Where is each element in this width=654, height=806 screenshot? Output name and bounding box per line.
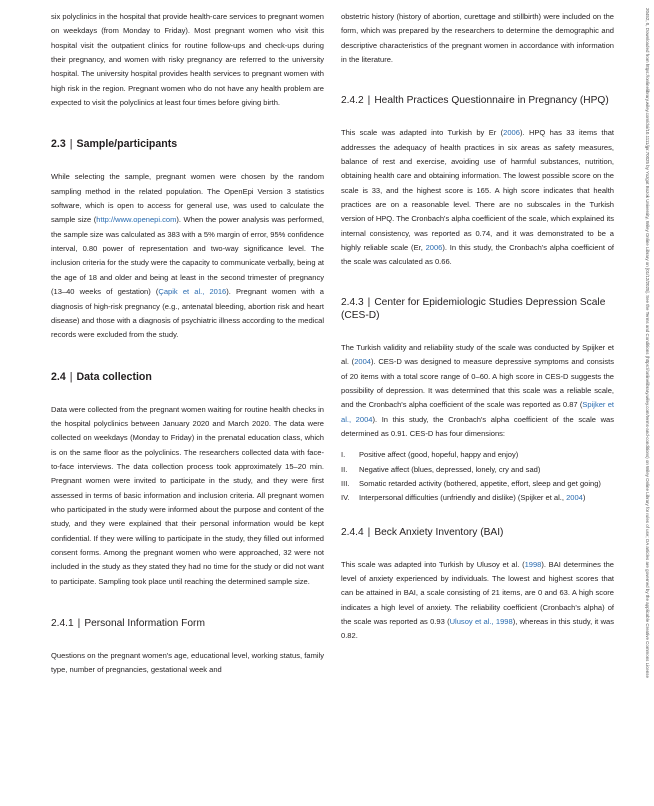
- download-notice-text: 20452, 0, Downloaded from https://onlinelibrary.wiley.com/doi/10.1111/jpr.70025 by Yozgat Bozok University, Wiley Online Library on [01/12/2025]. See the Terms and Conditions (https://onlinelibrary.wiley.com/terms-and-conditions) on Wiley Online Library for rules of use; OA articles are governed by the applicable Creative Commons License: [645, 8, 650, 678]
- citation-spijker-2004-b[interactable]: Spijker et al., 2004: [341, 400, 614, 424]
- citation-er-2006-b[interactable]: 2006: [425, 243, 443, 253]
- citation-ulusoy-1998[interactable]: 1998: [524, 559, 542, 569]
- citation-ulusoy-1998-b[interactable]: Ulusoy et al., 1998: [449, 616, 513, 626]
- citation-capik[interactable]: Çapik et al., 2016: [158, 287, 227, 297]
- left-column: [51, 10, 324, 678]
- subsection-heading-2-4-3: 2.4.3 | Center for Epidemiologic Studies Depression Scale (CES-D): [341, 296, 606, 321]
- hpq-paragraph: This scale was adapted into Turkish by Er (2006). HPQ has 33 items that addresses the adequacy of health practices in six areas as safety measures, balance of rest and exercise, avoiding use of harmful substances, nutrition, obtaining health care and obtaining information. The lowest possible score on the scale is 33, and the highest score is 165. A high score indicates that health practices are on a reasonable level. There are no subscales in the Turkish version of HPQ. The Cronbach's alpha coefficient of the scale, which explained its internal consistency, was reported as 0.74, and it was demonstrated to be a highly reliable scale (Er, 2006). In this study, the Cronbach's alpha coefficient of the scale was calculated as 0.66.: [341, 128, 615, 267]
- list-item: IV. Interpersonal difficulties (unfriendly and dislike) (Spijker et al., 2004): [341, 493, 586, 503]
- citation-spijker-2004[interactable]: 2004: [354, 357, 371, 367]
- subsection-heading-2-4-1: 2.4.1 | Personal Information Form: [51, 618, 205, 629]
- bai-paragraph: This scale was adapted into Turkish by Ulusoy et al. (1998). BAI determines the level of anxiety experienced by individuals. The lowest and highest scores that can be attained in BAI, a scale consisting of 21 items, are 0 and 63. A high score indicates a high level of anxiety. The reliability coefficient (Cronbach's alpha) of the scale was reported as 0.93 (Ulusoy et al., 1998), whereas in this study, it was 0.82.: [341, 559, 614, 641]
- sample-paragraph: While selecting the sample, pregnant women were chosen by the random sampling method in the related population. The OpenEpi Version 3 statistics software, which is open to access for general use, was used to calculate the sample size (http://www.openepi.com). When the power analysis was performed, the sample size was calculated as 383 with a 5% margin of error, 95% confidence interval, 0.80 power of representation and two-way significance level. The inclusion criteria for the study were the capacity to communicate verbally, being at the age of 18 and older and being at least in the second trimester of pregnancy (13–40 weeks of gestation) (Çapik et al., 2016). Pregnant women with a diagnosis of high-risk pregnancy (e.g., antenatal bleeding, abortion risk and heart disease) and those with a diagnosis of psychiatric illness according to the medical records were excluded from the study.: [51, 172, 324, 340]
- citation-spijker-2004-c[interactable]: 2004: [566, 493, 583, 503]
- left-intro-paragraph: six polyclinics in the hospital that provide health-care services to pregnant women on weekdays (from Monday to Friday). Most pregnant women who visit this hospital visit the outpatient clinics for routine follow-ups and check-ups during their pregnancy, and women with risky pregnancy are referred to the university hospital. The university hospital provides health services to pregnant women with high risk in the region. Pregnant women who do not have any health problem are expected to visit the polyclinics at least four times before giving birth.: [51, 12, 324, 108]
- citation-er-2006[interactable]: 2006: [503, 128, 520, 138]
- openepi-link[interactable]: http://www.openepi.com: [96, 215, 177, 225]
- download-notice-sidebar: [641, 8, 651, 798]
- subsection-heading-2-4-2: 2.4.2 | Health Practices Questionnaire in Pregnancy (HPQ): [341, 95, 609, 107]
- data-collection-paragraph: Data were collected from the pregnant women waiting for routine health checks in the hospital polyclinics between January 2020 and March 2020. The data were collected on weekdays (Monday to Friday) in the prenatal education class, which is on the same floor as the polyclinics. The researchers collected data with face-to-face interviews. The data collection process took approximately 15–20 min. Pregnant women were invited to participate in the study, and they were first assessed in terms of basic information and inclusion criteria. All pregnant women who participated in the study were informed about the purpose and content of the study, and they were explained that their personal information would be kept confidential. If they were willing to participate in the study, they filled out informed consent forms. Among the pregnant women who were approached, 32 were not included in the study as they stated they had no time for the study or did not want to participate. Sampling took place until reaching the determined sample size.: [51, 404, 324, 586]
- subsection-heading-2-4-4: 2.4.4 | Beck Anxiety Inventory (BAI): [341, 526, 504, 538]
- personal-info-paragraph: Questions on the pregnant women's age, educational level, working status, family type, number of pregnancies, gestational week and: [51, 651, 324, 675]
- cesd-paragraph: The Turkish validity and reliability study of the scale was conducted by Spijker et al. (2004). CES-D was designed to measure depressive symptoms and consists of 20 items with a total score range of 0–60. A high score in CES-D suggests the possibility of depression. It was determined that this scale was a reliable scale, and the Cronbach's alpha coefficient of the scale was reported as 0.87 (Spijker et al., 2004). In this study, the Cronbach's alpha coefficient of the scale was determined as 0.91. CES-D has four dimensions:: [341, 342, 614, 438]
- list-item: III. Somatic retarded activity (bothered, appetite, effort, sleep and get going): [341, 478, 601, 488]
- right-column: [341, 10, 614, 644]
- section-heading-2-3: 2.3 | Sample/participants: [51, 138, 178, 151]
- right-intro-paragraph: obstetric history (history of abortion, curettage and stillbirth) were included on the form, which was prepared by the researchers to determine the demographic and descriptive characteristics of the pregnant women in accordance with information in the literature.: [341, 12, 614, 65]
- cesd-dimensions-list: [341, 448, 614, 505]
- list-item: I. Positive affect (good, hopeful, happy and enjoy): [341, 450, 519, 460]
- section-heading-2-4: 2.4 | Data collection: [51, 370, 152, 383]
- list-item: II. Negative affect (blues, depressed, lonely, cry and sad): [341, 464, 541, 474]
